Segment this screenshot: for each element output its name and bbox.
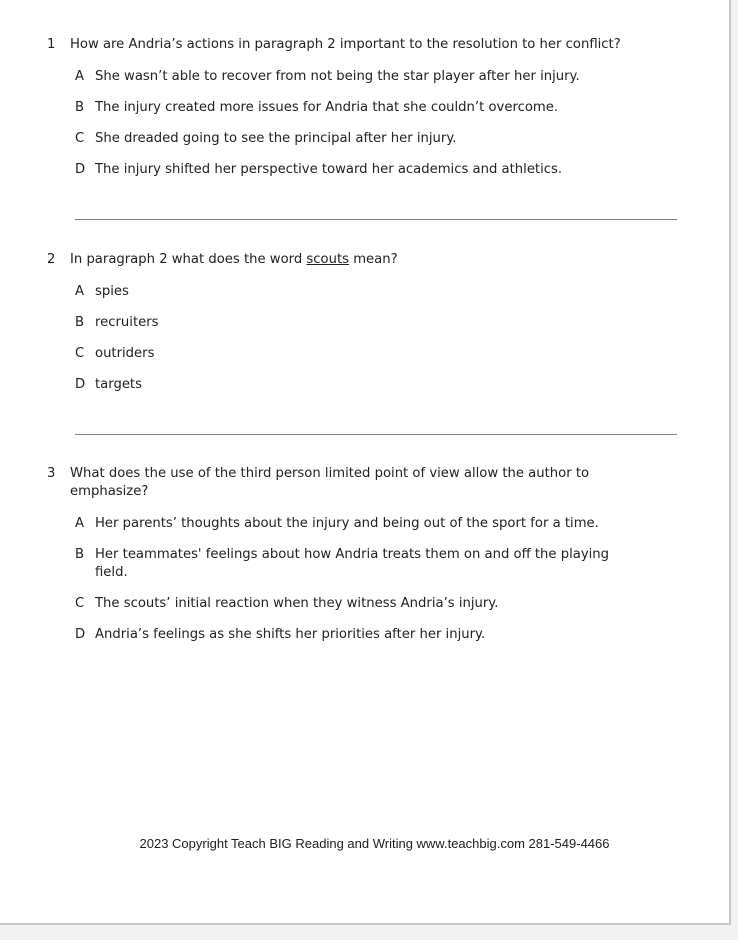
question-divider bbox=[75, 434, 677, 435]
option-d bbox=[47, 626, 687, 644]
option-d bbox=[47, 376, 687, 394]
question-number: 3 bbox=[47, 466, 56, 481]
question-text bbox=[70, 36, 687, 54]
option-c bbox=[47, 345, 687, 363]
option-a bbox=[47, 68, 687, 86]
option-text-line1: Her parents’ thoughts about the injury and being out of the sport for a time. bbox=[95, 516, 599, 531]
option-text-line1: spies bbox=[95, 284, 129, 299]
option-text-line2: field. bbox=[95, 565, 128, 580]
option-text-line1: The injury shifted her perspective toward her academics and athletics. bbox=[95, 162, 563, 177]
option-b bbox=[47, 99, 687, 117]
question-stem bbox=[47, 36, 687, 54]
option-text-line1: recruiters bbox=[95, 315, 159, 330]
question-stem bbox=[47, 251, 687, 269]
underlined-word: scouts bbox=[306, 252, 350, 267]
question-text-main: How are Andria’s actions in paragraph 2 important to the resolution to her conflict? bbox=[70, 37, 621, 52]
option-letter: C bbox=[75, 346, 85, 361]
question-text-after: mean? bbox=[349, 252, 398, 267]
options-list bbox=[47, 515, 687, 644]
question-text bbox=[70, 251, 687, 269]
option-text bbox=[95, 626, 687, 644]
option-text-line1: She dreaded going to see the principal after her injury. bbox=[95, 131, 457, 146]
option-text-line1: outriders bbox=[95, 346, 155, 361]
option-text bbox=[95, 314, 687, 332]
option-text bbox=[95, 515, 687, 533]
option-text-line1: targets bbox=[95, 377, 142, 392]
option-text-line1: She wasn’t able to recover from not being the star player after her injury. bbox=[95, 69, 580, 84]
option-letter: D bbox=[75, 627, 86, 642]
question-3 bbox=[47, 465, 687, 644]
question-text-main: What does the use of the third person limited point of view allow the author to bbox=[70, 466, 590, 481]
option-text bbox=[95, 546, 687, 582]
option-text bbox=[95, 595, 687, 613]
option-b bbox=[47, 546, 687, 582]
option-letter: A bbox=[75, 284, 85, 299]
option-text bbox=[95, 99, 687, 117]
options-list bbox=[47, 68, 687, 179]
option-text bbox=[95, 130, 687, 148]
footer-text: 2023 Copyright Teach BIG Reading and Writing www.teachbig.com 281-549-4466 bbox=[139, 836, 610, 851]
question-number: 2 bbox=[47, 252, 56, 267]
option-letter: D bbox=[75, 162, 86, 177]
option-letter: C bbox=[75, 131, 85, 146]
option-a bbox=[47, 283, 687, 301]
option-letter: B bbox=[75, 547, 85, 562]
option-text bbox=[95, 345, 687, 363]
option-text-line1: Her teammates' feelings about how Andria treats them on and off the playing bbox=[95, 547, 610, 562]
option-d bbox=[47, 161, 687, 179]
options-list bbox=[47, 283, 687, 394]
option-letter: B bbox=[75, 100, 85, 115]
question-number: 1 bbox=[47, 37, 56, 52]
question-text bbox=[70, 465, 687, 501]
option-a bbox=[47, 515, 687, 533]
question-stem bbox=[47, 465, 687, 501]
option-text-line1: The injury created more issues for Andria that she couldn’t overcome. bbox=[95, 100, 559, 115]
page-footer bbox=[18, 835, 731, 852]
option-c bbox=[47, 130, 687, 148]
option-letter: D bbox=[75, 377, 86, 392]
option-letter: A bbox=[75, 516, 85, 531]
option-letter: A bbox=[75, 69, 85, 84]
option-b bbox=[47, 314, 687, 332]
question-text-line2: emphasize? bbox=[70, 484, 149, 499]
option-text bbox=[95, 68, 687, 86]
option-text bbox=[95, 283, 687, 301]
question-2 bbox=[47, 251, 687, 394]
option-text-line1: The scouts’ initial reaction when they witness Andria’s injury. bbox=[95, 596, 499, 611]
option-c bbox=[47, 595, 687, 613]
option-letter: B bbox=[75, 315, 85, 330]
question-divider bbox=[75, 219, 677, 220]
question-text-main: In paragraph 2 what does the word bbox=[70, 252, 307, 267]
question-1 bbox=[47, 36, 687, 179]
option-letter: C bbox=[75, 596, 85, 611]
option-text bbox=[95, 161, 687, 179]
option-text bbox=[95, 376, 687, 394]
option-text-line1: Andria’s feelings as she shifts her priorities after her injury. bbox=[95, 627, 486, 642]
